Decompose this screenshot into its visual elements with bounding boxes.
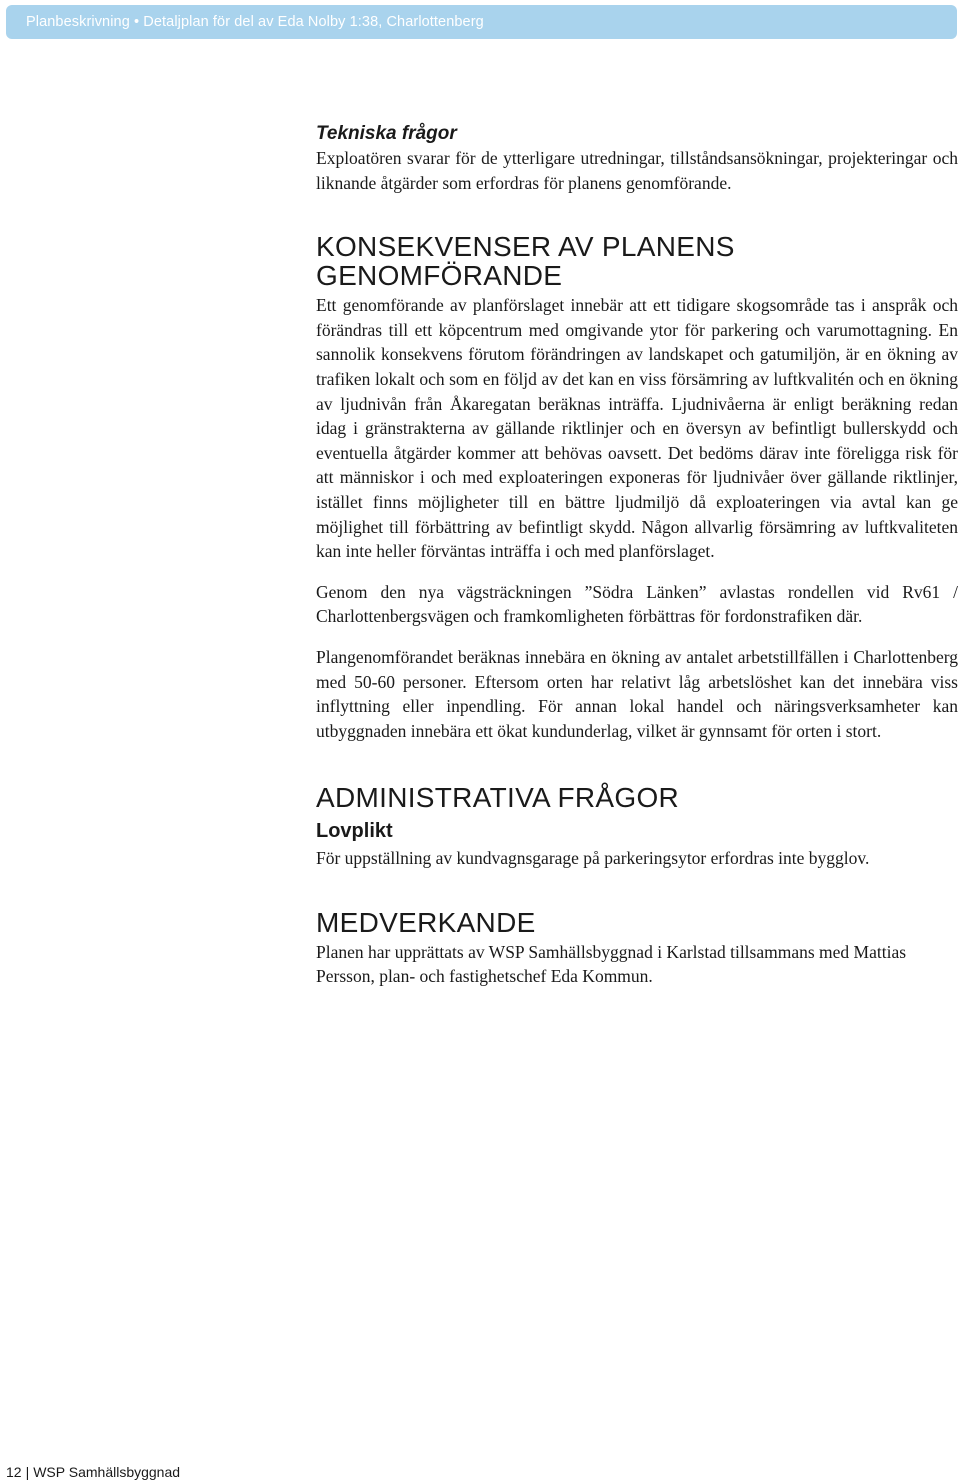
page-header-bar <box>6 5 957 39</box>
section-konsekvenser <box>316 232 958 743</box>
konsekvenser-paragraph-1: Ett genomförande av planförslaget innebär att ett tidigare skogsområde tas i anspråk och förändras till ett köpcentrum med omgivande ytor för parkering och varumottagning. En sannolik konsekvens förutom förändringen av landskapet och gatumiljön, är en ökning av trafiken lokalt och som en följd av det kan en viss försämring av luftkvalitén och en ökning av ljudnivån från Åkaregatan beräknas inträffa. Ljudnivåerna är enligt beräkning redan idag i gränstrakterna av gällande riktlinjer och en översyn av befintligt bullerskydd och eventuella åtgärder kommer att behövas oavsett. Det bedöms därav inte föreligga risk för att människor i och med exploateringen exponeras för ljudnivåer över gällande riktlinjer, istället finns möjligheter till en bättre ljudmiljö då exploateringen via avtal kan ge möjlighet till förbättring av befintligt skydd. Någon allvarlig försämring av luftkvaliteten kan inte heller förväntas inträffa i och med planförslaget. <box>316 295 958 562</box>
page-footer <box>6 1463 180 1481</box>
heading-konsekvenser: KONSEKVENSER AV PLANENS GENOMFÖRANDE <box>316 231 735 292</box>
main-content <box>316 122 958 989</box>
subheading-tekniska-fragor: Tekniska frågor <box>316 123 457 144</box>
konsekvenser-paragraph-3: Plangenomförandet beräknas innebära en ökning av antalet arbetstillfällen i Charlottenberg med 50-60 personer. Eftersom orten har relativt låg arbetslöshet kan det innebära viss inflyttning eller inpendling. För annan lokal handel och näringsverksamheter kan utbyggnaden innebära ett ökat kundunderlag, vilket är gynnsamt för orten i stort. <box>316 646 958 741</box>
medverkande-text: Planen har upprättats av WSP Samhällsbyggnad i Karlstad tillsammans med Mattias Persson, plan- och fastighetschef Eda Kommun. <box>316 941 907 987</box>
heading-medverkande: MEDVERKANDE <box>316 906 536 938</box>
section-tekniska-fragor <box>316 122 958 195</box>
footer-company: WSP Samhällsbyggnad <box>33 1464 181 1480</box>
section-administrativa-fragor <box>316 783 958 871</box>
heading-administrativa-fragor: ADMINISTRATIVA FRÅGOR <box>316 782 680 814</box>
lovplikt-text: För uppställning av kundvagnsgarage på parkeringsytor erfordras inte bygglov. <box>316 848 870 869</box>
footer-separator: | <box>25 1464 30 1480</box>
subheading-lovplikt: Lovplikt <box>316 820 393 843</box>
konsekvenser-paragraph-2: Genom den nya vägsträckningen ”Södra Länken” avlastas rondellen vid Rv61 / Charlottenbergsvägen och framkomligheten förbättras för fordonstrafiken där. <box>316 581 958 627</box>
tekniska-fragor-text: Exploatören svarar för de ytterligare utredningar, tillståndsansökningar, projekteringar och liknande åtgärder som erfordras för planens genomförande. <box>316 148 958 193</box>
page-header-title: Planbeskrivning • Detaljplan för del av Eda Nolby 1:38, Charlottenberg <box>26 14 484 30</box>
page-number: 12 <box>6 1464 22 1480</box>
section-medverkande <box>316 908 958 989</box>
